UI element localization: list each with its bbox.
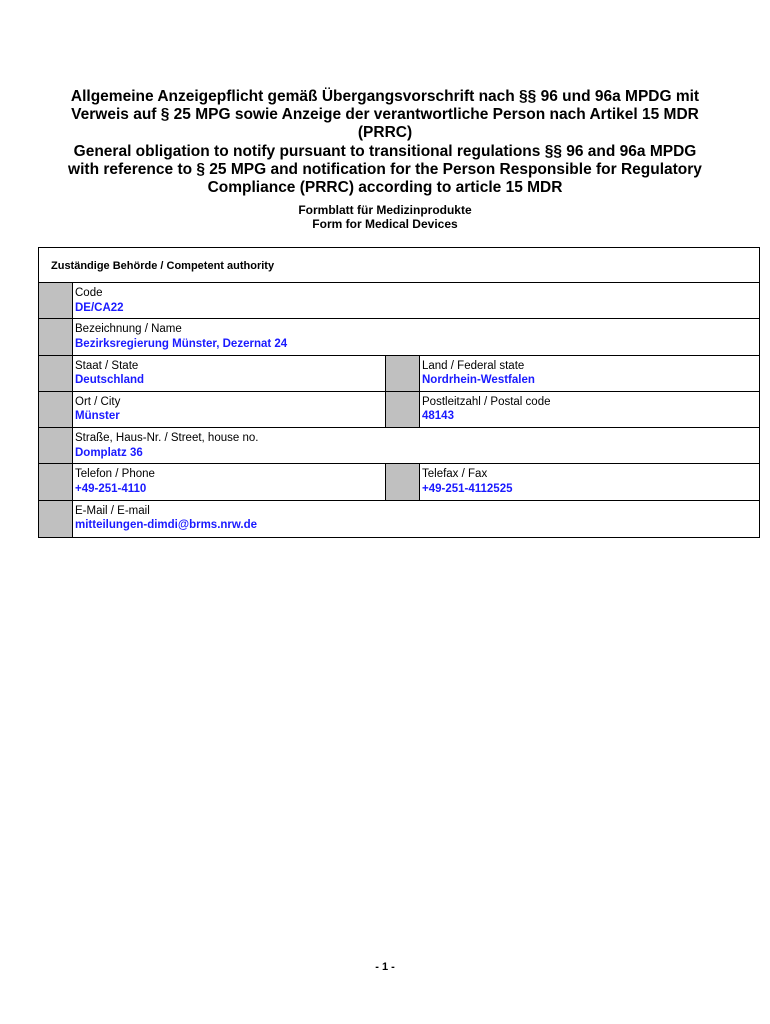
- postal-code-field: [420, 392, 759, 427]
- title-line: Compliance (PRRC) according to article 15 MDR: [207, 179, 563, 197]
- title-line: Allgemeine Anzeigepflicht gemäß Übergangsvorschrift nach §§ 96 und 96a MPDG mit: [70, 88, 700, 105]
- row-marker: [39, 319, 73, 354]
- state-field: [73, 356, 386, 391]
- field-value[interactable]: +49-251-4110: [75, 482, 147, 495]
- form-subtitle: [20, 203, 750, 231]
- row-marker: [386, 356, 420, 391]
- field-value[interactable]: Nordrhein-Westfalen: [422, 374, 535, 387]
- field-label: Postleitzahl / Postal code: [422, 395, 551, 408]
- field-value[interactable]: Münster: [75, 410, 120, 423]
- title-line: with reference to § 25 MPG and notification for the Person Responsible for Regulatory: [68, 160, 702, 178]
- street-field: [73, 428, 759, 463]
- code-field: [73, 283, 759, 318]
- field-value[interactable]: Bezirksregierung Münster, Dezernat 24: [75, 337, 288, 350]
- row-marker: [39, 428, 73, 463]
- field-value[interactable]: Domplatz 36: [75, 446, 143, 459]
- name-field: [73, 319, 759, 354]
- section-header: Zuständige Behörde / Competent authority: [39, 248, 759, 283]
- name-row: [39, 319, 759, 355]
- field-label: Code: [75, 287, 103, 299]
- field-value[interactable]: +49-251-4112525: [422, 482, 513, 495]
- field-value[interactable]: 48143: [422, 410, 454, 423]
- title-line: (PRRC): [357, 124, 413, 142]
- fax-field: [420, 464, 759, 499]
- street-row: [39, 428, 759, 464]
- field-label: E-Mail / E-mail: [75, 504, 150, 517]
- federal-state-field: [420, 356, 759, 391]
- document-title: [20, 88, 750, 197]
- field-value[interactable]: DE/CA22: [75, 301, 124, 314]
- field-value[interactable]: Deutschland: [75, 374, 145, 387]
- field-label: Telefon / Phone: [75, 468, 155, 481]
- field-label: Bezeichnung / Name: [75, 323, 182, 336]
- row-marker: [386, 392, 420, 427]
- field-label: Staat / State: [75, 359, 139, 372]
- title-line: General obligation to notify pursuant to transitional regulations §§ 96 and 96a MPDG: [73, 142, 697, 160]
- row-marker: [39, 283, 73, 318]
- row-marker: [39, 392, 73, 427]
- email-row: [39, 501, 759, 537]
- title-line: Verweis auf § 25 MPG sowie Anzeige der verantwortliche Person nach Artikel 15 MDR: [71, 106, 699, 124]
- field-label: Ort / City: [75, 395, 121, 408]
- field-label: Straße, Haus-Nr. / Street, house no.: [75, 432, 259, 445]
- row-marker: [386, 464, 420, 499]
- city-row: [39, 392, 759, 428]
- subtitle-en: Form for Medical Devices: [312, 217, 458, 231]
- email-field: [73, 501, 759, 537]
- row-marker: [39, 356, 73, 391]
- code-row: [39, 283, 759, 319]
- row-marker: [39, 501, 73, 537]
- phone-field: [73, 464, 386, 499]
- city-field: [73, 392, 386, 427]
- field-value[interactable]: mitteilungen-dimdi@brms.nrw.de: [75, 519, 258, 532]
- phone-row: [39, 464, 759, 500]
- state-row: [39, 356, 759, 392]
- page-number: - 1 -: [375, 961, 395, 973]
- field-label: Land / Federal state: [422, 359, 525, 372]
- field-label: Telefax / Fax: [422, 468, 488, 481]
- subtitle-de: Formblatt für Medizinprodukte: [298, 203, 472, 217]
- row-marker: [39, 464, 73, 499]
- competent-authority-form: [38, 247, 760, 538]
